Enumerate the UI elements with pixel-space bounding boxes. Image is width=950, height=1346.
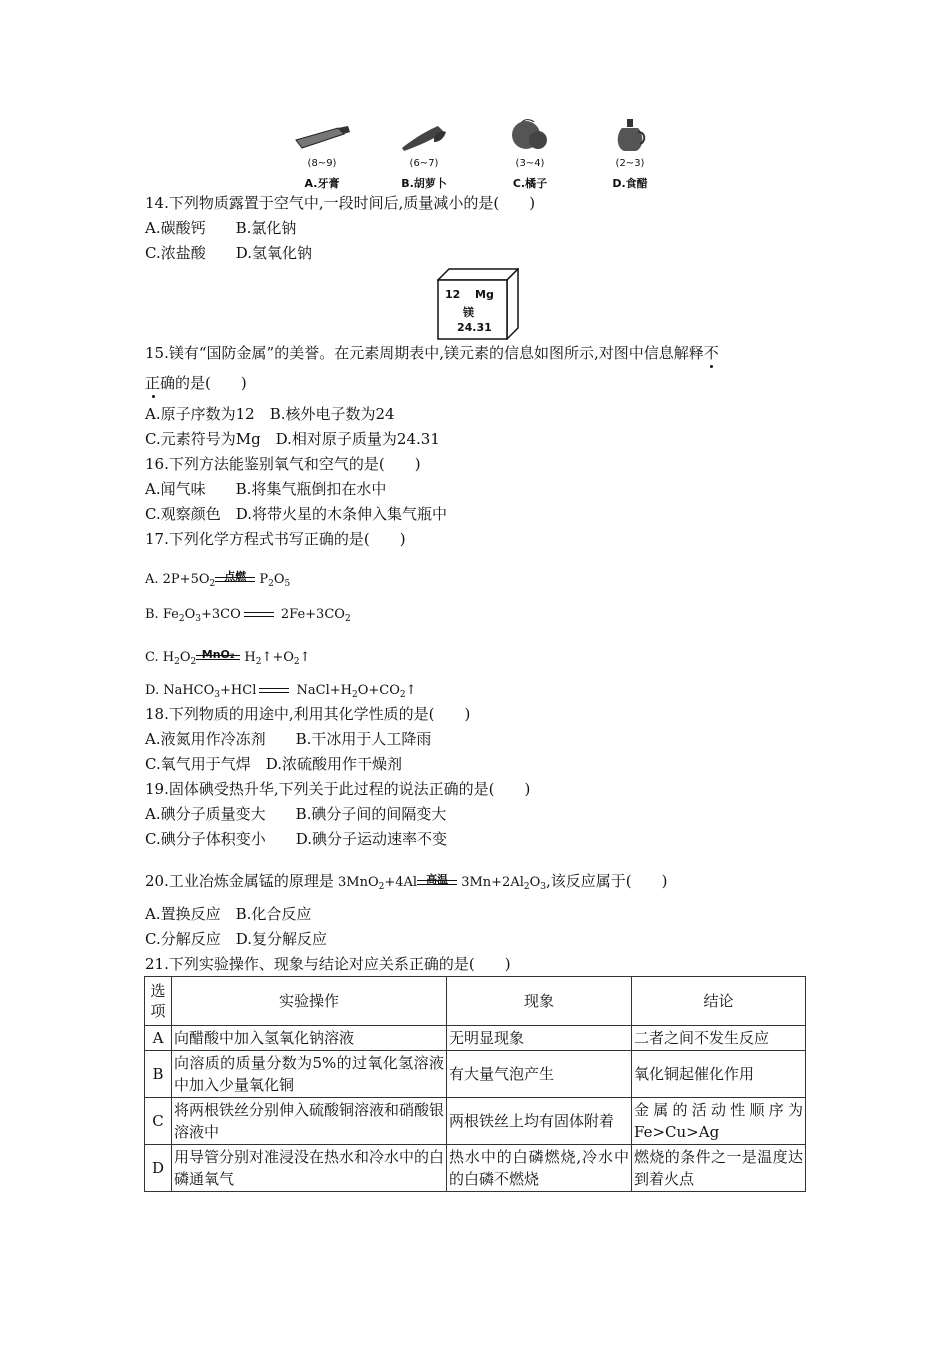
q14-option-row: A.碳酸钙 B.氯化钠 xyxy=(145,219,297,237)
q18-stem: 18.下列物质的用途中,利用其化学性质的是( ) xyxy=(145,705,471,723)
q21-stem: 21.下列实验操作、现象与结论对应关系正确的是( ) xyxy=(145,955,511,973)
q21-table xyxy=(144,976,806,1192)
q20-option-row: A.置换反应 B.化合反应 xyxy=(145,905,312,923)
orange-icon xyxy=(500,118,560,152)
q17-option-c: C. $H_2O_2$ MnO₂ $H_2↑+O_2↑$ xyxy=(145,648,311,667)
magnesium-element-box xyxy=(437,268,519,344)
q17-option-a: A. $2P+5O_2$ 点燃 $P_2O_5$ xyxy=(145,570,291,589)
q18-option-row: C.氧气用于气焊 D.浓硫酸用作干燥剂 xyxy=(145,755,402,773)
table-header-row xyxy=(145,977,806,1026)
q15-option-row: C.元素符号为Mg D.相对原子质量为24.31 xyxy=(145,430,440,448)
q16-stem: 16.下列方法能鉴别氧气和空气的是( ) xyxy=(145,455,421,473)
header-conclusion: 结论 xyxy=(632,977,806,1026)
atomic-number: 12 xyxy=(445,288,461,301)
table-row: D 用导管分别对准浸没在热水和冷水中的白磷通氧气 热水中的白磷燃烧,冷水中的白磷不燃烧 燃烧的条件之一是温度达到着火点 xyxy=(145,1145,806,1192)
q15-option-row: A.原子序数为12 B.核外电子数为24 xyxy=(145,405,395,423)
q19-option-row: A.碘分子质量变大 B.碘分子间的间隔变大 xyxy=(145,805,447,823)
figure-vinegar: (2~3) D.食醋 xyxy=(590,118,670,192)
element-symbol: Mg xyxy=(475,288,494,301)
emphasis-char: 不 xyxy=(703,344,719,362)
q20-option-row: C.分解反应 D.复分解反应 xyxy=(145,930,327,948)
q14-stem: 14.下列物质露置于空气中,一段时间后,质量减小的是( ) xyxy=(145,194,536,212)
atomic-mass: 24.31 xyxy=(457,321,492,334)
vinegar-icon xyxy=(600,118,660,152)
table-row: C 将两根铁丝分别伸入硫酸铜溶液和硝酸银溶液中 两根铁丝上均有固体附着 金属的活动性顺序为Fe>Cu>Ag xyxy=(145,1098,806,1145)
table-row: B 向溶质的质量分数为5%的过氧化氢溶液中加入少量氧化铜 有大量气泡产生 氧化铜起催化作用 xyxy=(145,1051,806,1098)
q20-stem: 20.工业冶炼金属锰的原理是 3MnO$_2$+4Al 高温 $3Mn+2Al_2O_3$,该反应属于( ) xyxy=(145,872,668,892)
toothpaste-icon xyxy=(292,118,352,152)
element-name: 镁 xyxy=(463,306,474,319)
header-option: 选项 xyxy=(145,977,172,1026)
q17-option-d: D. NaHCO$_3$+HCl $NaCl+H_2O+CO_2↑$ xyxy=(145,683,417,700)
header-phenomenon: 现象 xyxy=(447,977,632,1026)
table-row: A 向醋酸中加入氢氧化钠溶液 无明显现象 二者之间不发生反应 xyxy=(145,1026,806,1051)
figure-orange: (3~4) C.橘子 xyxy=(490,118,570,192)
emphasis-char: 正 xyxy=(145,374,161,392)
q16-option-row: C.观察颜色 D.将带火星的木条伸入集气瓶中 xyxy=(145,505,447,523)
q19-stem: 19.固体碘受热升华,下列关于此过程的说法正确的是( ) xyxy=(145,780,531,798)
q19-option-row: C.碘分子体积变小 D.碘分子运动速率不变 xyxy=(145,830,447,848)
q15-stem: 15.镁有“国防金属”的美誉。在元素周期表中,镁元素的信息如图所示,对图中信息解释不 xyxy=(145,344,719,362)
q18-option-row: A.液氮用作冷冻剂 B.干冰用于人工降雨 xyxy=(145,730,432,748)
q16-option-row: A.闻气味 B.将集气瓶倒扣在水中 xyxy=(145,480,387,498)
figure-toothpaste: (8~9) A.牙膏 xyxy=(282,118,362,192)
q15-stem-cont: 正确的是( ) xyxy=(145,374,247,392)
q17-option-b: B. $Fe_2O_3+3CO$ $2Fe+3CO_2$ xyxy=(145,607,351,624)
q14-option-row: C.浓盐酸 D.氢氧化钠 xyxy=(145,244,312,262)
figure-carrot: (6~7) B.胡萝卜 xyxy=(384,118,464,192)
header-operation: 实验操作 xyxy=(172,977,447,1026)
carrot-icon xyxy=(394,118,454,152)
q17-stem: 17.下列化学方程式书写正确的是( ) xyxy=(145,530,406,548)
